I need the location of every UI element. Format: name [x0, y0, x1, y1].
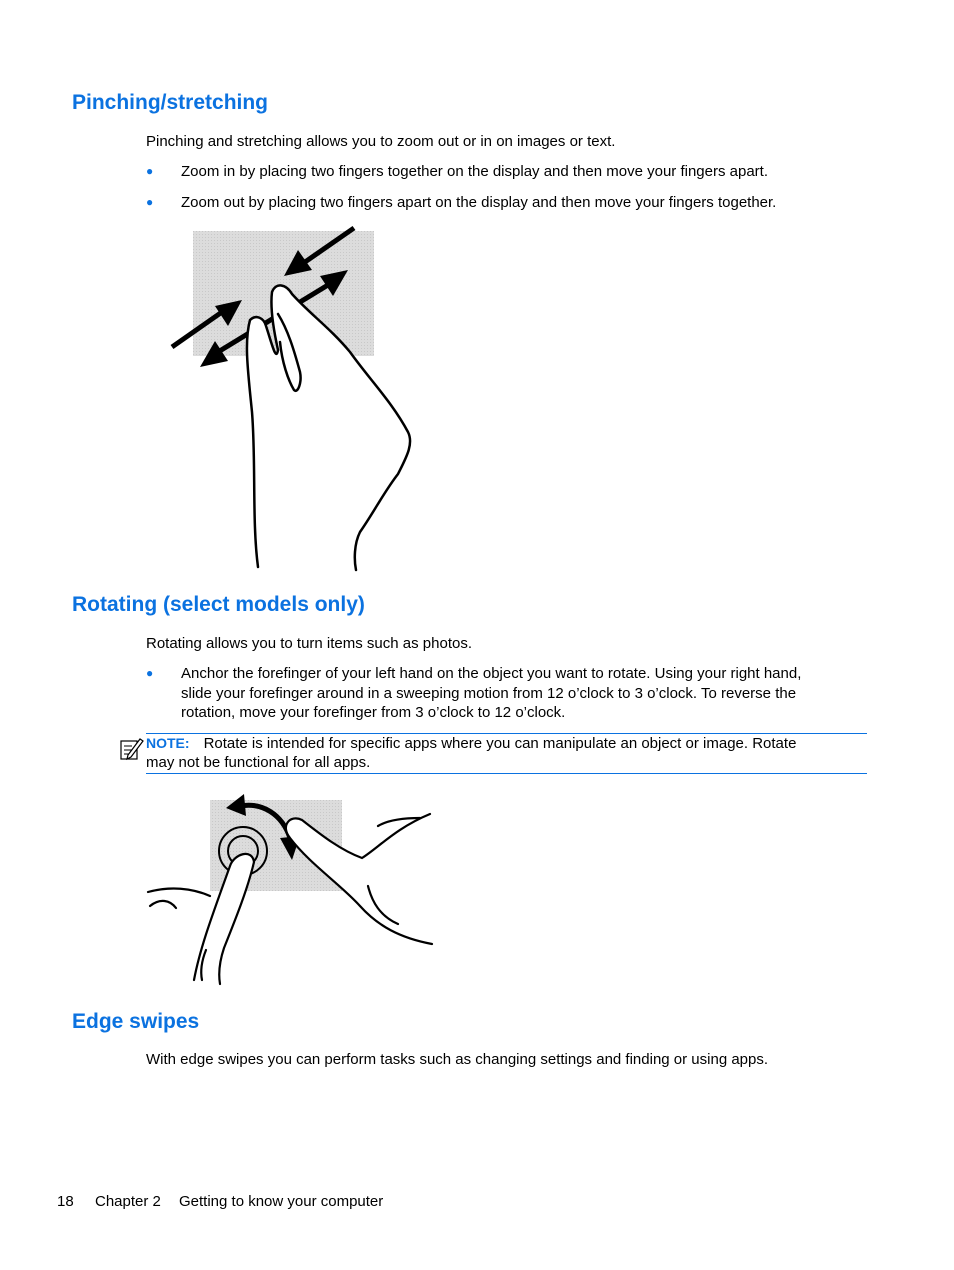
note-pencil-icon: [118, 736, 144, 762]
footer-chapter-title: Getting to know your computer: [179, 1193, 384, 1210]
footer-chapter: Chapter 2: [95, 1193, 161, 1210]
rotating-intro: Rotating allows you to turn items such as photos.: [146, 635, 473, 652]
rotating-bullet-line-1: Anchor the forefinger of your left hand on the object you want to rotate. Using your right hand,: [181, 665, 802, 682]
pinch-gesture-illustration: [160, 222, 420, 572]
edge-intro: With edge swipes you can perform tasks such as changing settings and finding or using apps.: [146, 1051, 769, 1068]
rotating-bullet-line-2: slide your forefinger around in a sweeping motion from 12 o’clock to 3 o’clock. To reverse the: [181, 684, 797, 702]
rotating-bullet: [181, 664, 801, 723]
section-heading-edge-swipes: Edge swipes: [72, 1010, 200, 1033]
pinching-bullet-1: Zoom in by placing two fingers together on the display and then move your fingers apart.: [181, 163, 768, 180]
left-hand-icon: [148, 854, 254, 984]
pinching-intro: Pinching and stretching allows you to zoom out or in on images or text.: [146, 133, 616, 150]
note-label: NOTE:: [146, 735, 190, 751]
note-text-1: Rotate is intended for specific apps where you can manipulate an object or image. Rotate: [203, 735, 797, 752]
bullet-icon: ●: [146, 164, 154, 178]
section-heading-rotating: Rotating (select models only): [72, 593, 365, 616]
page-number: 18: [57, 1193, 74, 1210]
note-text-2: may not be functional for all apps.: [146, 754, 371, 771]
note-bottom-rule: [146, 773, 867, 774]
rotating-bullet-line-3: rotation, move your forefinger from 3 o’clock to 12 o’clock.: [181, 704, 566, 721]
pinching-bullet-2: Zoom out by placing two fingers apart on the display and then move your fingers together.: [181, 194, 777, 211]
bullet-icon: ●: [146, 195, 154, 209]
section-heading-pinching: Pinching/stretching: [72, 91, 269, 114]
note-line-1: [146, 734, 796, 754]
rotate-gesture-illustration: [140, 788, 440, 988]
bullet-icon: ●: [146, 666, 154, 680]
